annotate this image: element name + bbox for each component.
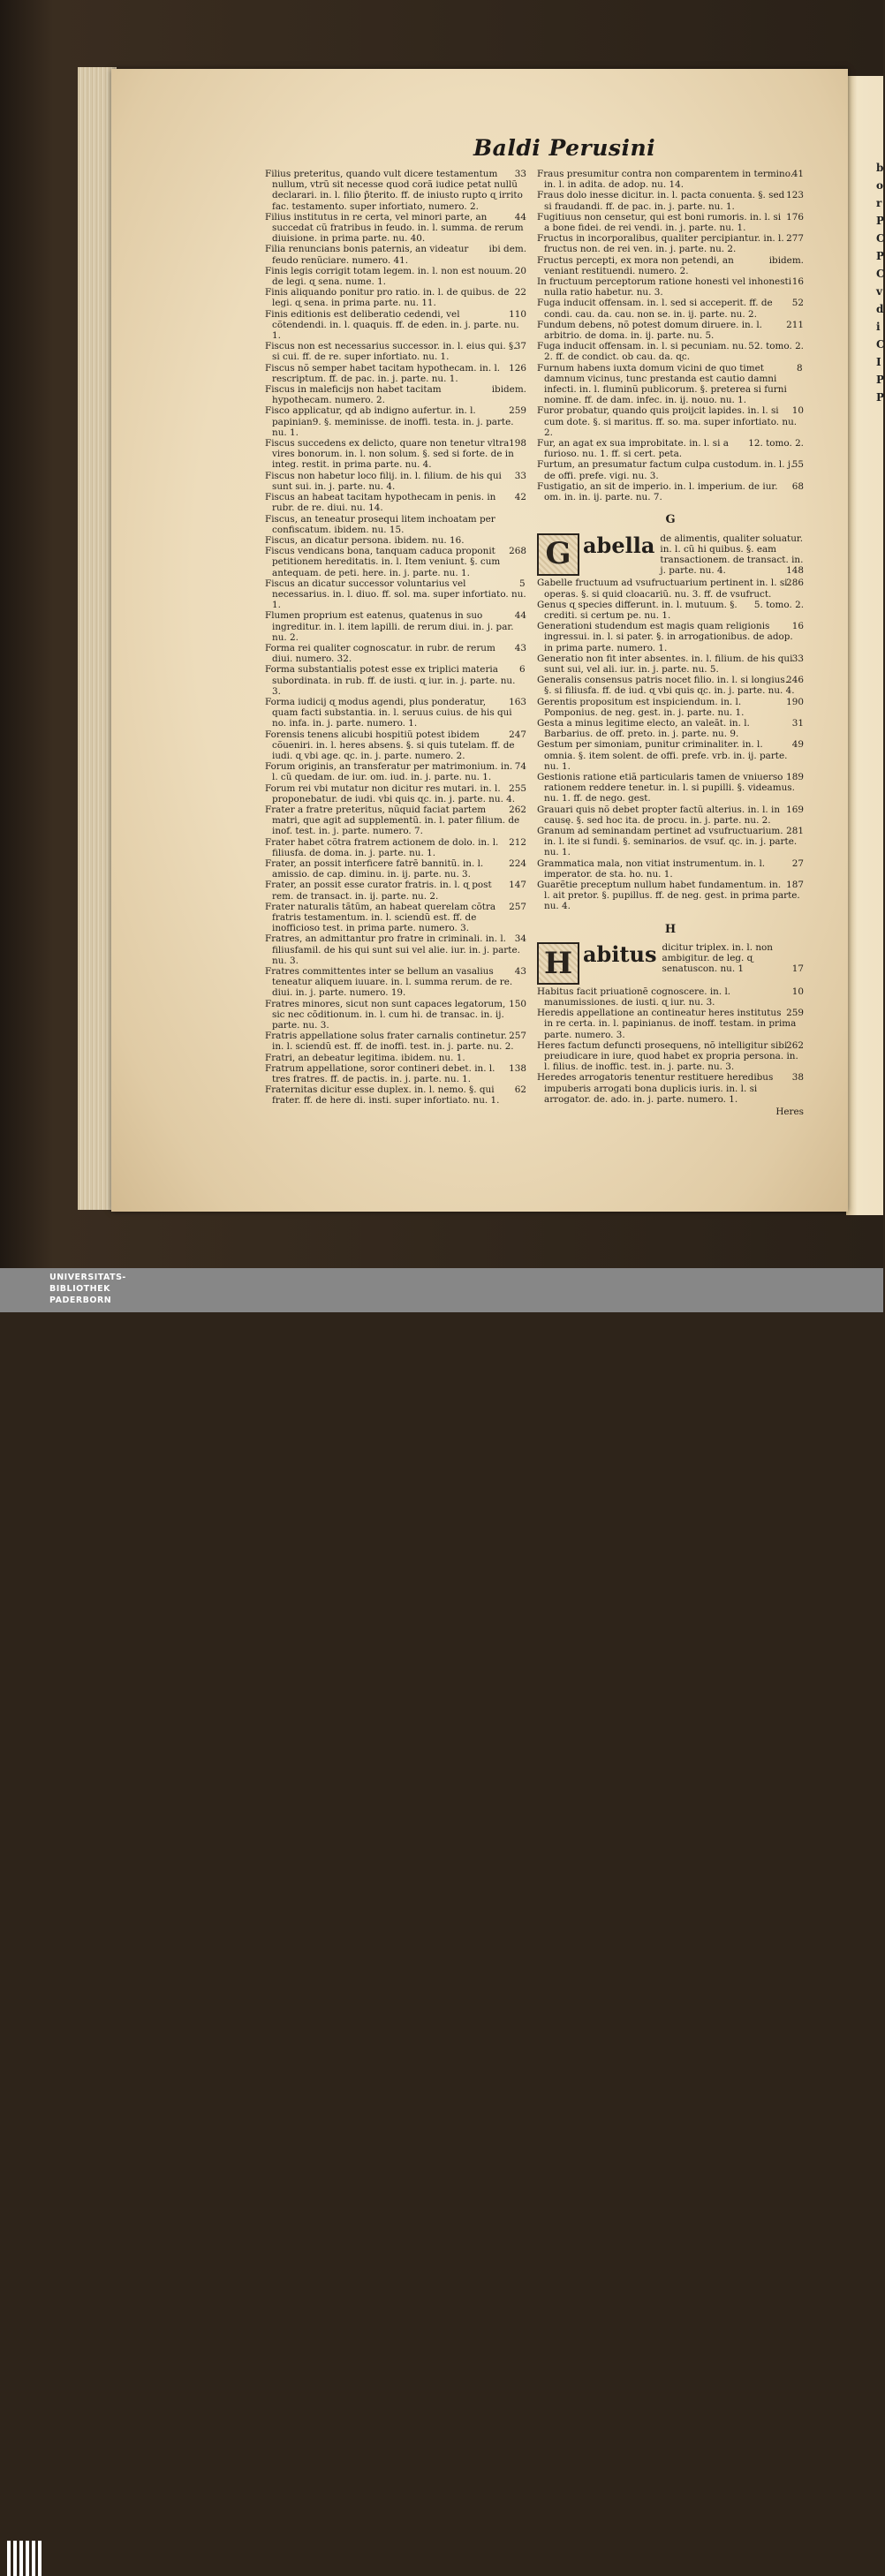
page-ref: 52. tomo. 2. (748, 341, 804, 352)
drop-text-h (662, 942, 805, 975)
drop-cap-g: G (537, 533, 579, 576)
page-ref: 123 (786, 190, 804, 201)
index-entry (265, 610, 526, 643)
index-entry (265, 805, 526, 837)
index-entry (537, 578, 804, 599)
index-entry (537, 341, 804, 362)
entry-text: Fiscus non habetur loco filij. in. l. filium. de his qui sunt sui. in. j. parte. nu. 4. (265, 470, 502, 492)
index-entry (265, 783, 526, 805)
entry-text: Guarẽtie preceptum nullum habet fundamentum. in. l. ait pretor. §. pupillus. ff. de neg. gest. in prima parte. nu. 4. (537, 880, 800, 912)
index-entry (265, 966, 526, 999)
entry-text: Fuga inducit offensam. in. l. sed si acceperit. ff. de condi. cau. da. cau. non se. in. ij. parte. nu. 2. (537, 298, 773, 320)
page-ref: 176 (786, 211, 804, 223)
index-entry (265, 287, 526, 308)
entry-text: Gesta a minus legitime electo, an valeãt. in. l. Barbarius. de off. preto. in. j. parte. nu. 9. (537, 717, 750, 740)
page-ref: 31 (791, 717, 804, 729)
index-column-left (265, 169, 526, 1107)
index-entry (537, 739, 804, 772)
page-ref: 41 (791, 169, 804, 179)
entry-text: Finis editionis est deliberatio cedendi, vel cõtendendi. in. l. quaquis. ff. de eden. in. j. parte. nu. 1. (265, 308, 519, 342)
page-ref: 262 (786, 1039, 804, 1051)
entry-text: Fraus dolo inesse dicitur. in. l. pacta conuenta. §. sed si fraudandi. ff. de pac. in. j. parte. nu. 1. (537, 190, 785, 212)
page-ref: 246 (786, 675, 804, 686)
entry-text: Fratri, an debeatur legitima. ibidem. nu. 1. (265, 1052, 465, 1063)
drop-cap-h: H (537, 942, 579, 985)
page-ref: 52 (791, 298, 804, 309)
entry-text: Fugitiuus non censetur, qui est boni rumoris. in. l. si a bone fidei. de rei vendi. in. j. parte. nu. 1. (537, 211, 782, 234)
entry-text: Fiscus, an dicatur persona. ibidem. nu. 16. (265, 534, 465, 546)
entry-text: Fratres minores, sicut non sunt capaces legatorum, sic nec cõditionum. in. l. cum hi. de transac. in. ij. parte. nu. 3. (265, 998, 506, 1031)
index-entry (265, 309, 526, 342)
page-ref: 126 (509, 362, 526, 374)
index-entry (265, 697, 526, 729)
entry-text: Fructus in incorporalibus, qualiter percipiantur. in. l. fructus non. de rei ven. in. j. parte. nu. 2. (537, 233, 784, 255)
index-entry (265, 837, 526, 858)
index-entry (265, 999, 526, 1031)
entry-text: Fiscus nõ semper habet tacitam hypothecam. in. l. rescriptum. ff. de pac. in. j. parte. nu. 1. (265, 362, 501, 384)
index-entry (265, 266, 526, 287)
index-entry (537, 298, 804, 319)
drop-cap-entry-g (537, 533, 804, 577)
entry-text: Finis aliquando ponitur pro ratio. in. l. de quibus. de legi. ɋ sena. in prima parte. nu. 11. (265, 287, 510, 309)
index-entry (265, 1031, 526, 1052)
library-footer (0, 1268, 883, 1312)
index-entry (537, 459, 804, 480)
index-entry (265, 1053, 526, 1063)
index-entry (537, 405, 804, 438)
entry-text: Heres factum defuncti prosequens, nõ intelligitur sibi preiudicare in iure, quod habet ex propria persona. in. l. filius. de inoffic. test. in. j. parte. nu. 3. (537, 1039, 798, 1073)
index-entry (265, 169, 526, 212)
index-entry (537, 481, 804, 502)
entry-text: Fiscus vendicans bona, tanquam caduca proponit petitionem hereditatis. in. l. Item veniunt. §. cum antequam. de peti. here. in. j. parte. nu. 1. (265, 546, 501, 578)
index-entry (537, 320, 804, 341)
index-entry (265, 244, 526, 265)
page-ref: 37 (514, 341, 526, 352)
entry-text: Gabelle fructuum ad vsufructuarium pertinent in. l. si operas. §. si quid cloacariũ. nu. 3. ff. de vsufruct. (537, 578, 788, 600)
entry-text: Grauari quis nõ debet propter factũ alterius. in. l. in causę. §. sed hoc ita. de procu. in. j. parte. nu. 2. (537, 804, 781, 826)
page-ref: 68 (791, 480, 804, 492)
entry-text: Furor probatur, quando quis proijcit lapides. in. l. si cum dote. §. si maritus. ff. so. ma. super infortiato. nu. 2. (537, 405, 798, 438)
entry-text: Habitus facit priuationẽ cognoscere. in. l. manumissiones. de iusti. ɋ iur. nu. 3. (537, 986, 731, 1008)
index-entry (537, 1008, 804, 1040)
drop-word-h: abitus (583, 941, 657, 967)
page-ref: 43 (514, 642, 526, 653)
page-ref: 268 (509, 546, 526, 557)
page-ref: 44 (514, 610, 526, 622)
entry-text: Fiscus an dicatur successor voluntarius vel necessarius. in. l. diuo. ff. sol. ma. super infortiato. nu. 1. (265, 578, 526, 611)
scanned-page (0, 0, 883, 1268)
page-ref: 12. tomo. 2. (748, 438, 804, 449)
page-ref: 33 (514, 169, 526, 179)
index-entry (537, 363, 804, 406)
facing-page-text-fragments: b o r P C P C v d i C I P P (876, 162, 885, 404)
index-entry (265, 405, 526, 438)
entry-text: Forum originis, an transferatur per matrimonium. in. l. cũ quedam. de iur. om. iud. in. j. parte. nu. 1. (265, 761, 513, 783)
page-ref: 33 (791, 653, 804, 664)
page-ref: 34 (514, 933, 526, 945)
page-ref: 224 (509, 858, 526, 869)
index-entry (265, 578, 526, 611)
drop-text: dicitur triplex. in. l. non ambigitur. de leg. ɋ senatuscon. nu. 1 (662, 941, 773, 975)
page-ref: 33 (514, 470, 526, 481)
library-name-line1: UNIVERSITÄTS- (49, 1273, 126, 1282)
entry-text: Fiscus in maleficijs non habet tacitam hypothecam. numero. 2. (265, 384, 442, 406)
index-entry (537, 986, 804, 1008)
page-ref: 163 (509, 696, 526, 707)
index-entry (537, 697, 804, 718)
page-ref: 255 (509, 782, 526, 794)
index-entry (537, 190, 804, 211)
entry-text: Fraternitas dicitur esse duplex. in. l. nemo. §. qui frater. ff. de here di. insti. super infortiato. nu. 1. (265, 1084, 500, 1107)
page-ref: 16 (791, 621, 804, 632)
entry-text: Fur, an agat ex sua improbitate. in. l. si a furioso. nu. 1. ff. si cert. peta. (537, 438, 729, 460)
page-ref: 286 (786, 578, 804, 589)
index-entry (265, 514, 526, 535)
index-entry (537, 772, 804, 805)
entry-text: Gestionis ratione etiã particularis tamen de vniuerso rationem reddere tenetur. in. l. si pupilli. §. videamus. nu. 1. ff. de nego. gest. (537, 771, 795, 805)
entry-text: Forensis tenens alicubi hospitiũ potest ibidem cõueniri. in. l. heres absens. §. si quis tutelam. ff. de iudi. ɋ vbi age. ɋc. in. j. parte. numero. 2. (265, 729, 515, 761)
page-ref: 138 (509, 1062, 526, 1074)
page-ref: 198 (509, 438, 526, 449)
page-ref: 281 (786, 825, 804, 836)
entry-text: Grammatica mala, non vitiat instrumentum. in. l. imperator. de sta. ho. nu. 1. (537, 857, 766, 880)
page-ref: 259 (786, 1008, 804, 1019)
entry-text: Forma substantialis potest esse ex triplici materia subordinata. in rub. ff. de iusti. ɋ iur. in. j. parte. nu. 3. (265, 664, 516, 697)
index-entry (265, 664, 526, 697)
index-entry (265, 858, 526, 880)
index-entry (265, 880, 526, 901)
index-entry (537, 805, 804, 826)
index-entry (537, 718, 804, 739)
index-entry (265, 471, 526, 492)
entry-text: Fiscus succedens ex delicto, quare non tenetur vltra vires bonorum. in. l. non solum. §. sed si forte. de in integ. restit. in prima parte. nu. 4. (265, 438, 514, 471)
entry-text: Fiscus an habeat tacitam hypothecam in penis. in rubr. de re. diui. nu. 14. (265, 492, 496, 514)
index-entry (537, 621, 804, 653)
index-entry (265, 902, 526, 934)
index-entry (537, 675, 804, 696)
entry-text: Fiscus non est necessarius successor. in. l. eius qui. §. si cui. ff. de re. super infortiato. nu. 1. (265, 341, 517, 363)
page-ref: 49 (791, 739, 804, 751)
page-ref: 62 (514, 1084, 526, 1096)
page-ref: 8 (797, 362, 803, 374)
index-entry (265, 1063, 526, 1084)
index-entry (265, 438, 526, 471)
entry-text: Frater, an possit interficere fatrẽ bannitũ. in. l. amissio. de cap. diminu. in. ij. parte. nu. 3. (265, 858, 484, 880)
page-ref: 17 (791, 963, 804, 975)
page-ref: 259 (509, 405, 526, 417)
page-ref: ibidem. (491, 384, 526, 396)
library-logo-icon (7, 2541, 42, 2576)
index-entry (537, 1040, 804, 1073)
g-entries (537, 578, 804, 911)
page-ref: 147 (509, 880, 526, 891)
page-ref: 20 (514, 265, 526, 276)
entry-text: Frater a fratre preteritus, nũquid faciat partem matri, que agit ad supplementũ. in. l. pater filium. de inof. test. in. j. parte. numero. 7. (265, 804, 520, 837)
index-entry (537, 276, 804, 298)
entry-text: Forum rei vbi mutatur non dicitur res mutari. in. l. proponebatur. de iudi. vbi quis ɋc. in. j. parte. nu. 4. (265, 782, 516, 805)
page-ref: 16 (791, 276, 804, 288)
index-entry (537, 653, 804, 675)
entry-text: Heredis appellatione an contineatur heres institutus in re certa. in. l. papinianus. de inoff. testam. in prima parte. numero. 3. (537, 1008, 797, 1040)
drop-text: de alimentis, qualiter soluatur. in. l. cũ hi quibus. §. eam transactionem. de transact. in. j. parte. nu. 4. (660, 533, 804, 577)
page-ref: 277 (786, 233, 804, 245)
entry-text: Generalis consensus patris nocet filio. in. l. si longius. §. si filiusfa. ff. de iud. ɋ vbi quis ɋc. in. j. parte. nu. 4. (537, 675, 795, 697)
page-ref: 43 (514, 966, 526, 978)
page-header: Baldi Perusini (473, 135, 656, 161)
entry-text: Fuga inducit offensam. in. l. si pecuniam. nu. 2. ff. de condict. ob cau. da. ɋc. (537, 341, 747, 363)
index-entry (537, 169, 804, 190)
index-entry (265, 341, 526, 362)
entry-text: Fundum debens, nõ potest domum diruere. in. l. arbitrio. de doma. in. ij. parte. nu. 5. (537, 319, 762, 342)
entry-text: Fraus presumitur contra non comparentem in termino. in. l. in adita. de adop. nu. 14. (537, 169, 794, 191)
index-entry (537, 880, 804, 912)
index-entry (265, 212, 526, 245)
index-entry (537, 826, 804, 858)
page-ref: ibi dem. (488, 244, 526, 255)
page-ref: 189 (786, 771, 804, 782)
drop-text-g (660, 533, 804, 577)
index-entry (265, 1084, 526, 1106)
library-name-line2: BIBLIOTHEK (49, 1284, 110, 1294)
index-entry (265, 492, 526, 513)
drop-cap-entry-h (537, 942, 804, 985)
page-ref: 190 (786, 696, 804, 707)
entry-text: Furtum, an presumatur factum culpa custodum. in. l. j. de offi. prefe. vigi. nu. 3. (537, 459, 794, 481)
page-ref: 150 (509, 998, 526, 1009)
entry-text: Frater habet cõtra fratrem actionem de dolo. in. l. filiusfa. de doma. in. j. parte. nu. 1. (265, 836, 499, 858)
entry-text: Generationi studendum est magis quam religionis ingressui. in. l. si pater. §. in arrogationibus. de adop. in prima parte. numero. 1. (537, 621, 793, 653)
page-ref: 10 (791, 986, 804, 997)
index-entry (265, 384, 526, 405)
index-entry (265, 761, 526, 782)
index-entry (265, 546, 526, 578)
entry-text: Frater, an possit esse curator fratris. in. l. ɋ post rem. de transact. in. ij. parte. nu. 2. (265, 880, 492, 902)
entry-text: Filia renuncians bonis paternis, an videatur feudo renũciare. numero. 41. (265, 244, 469, 266)
index-entry (537, 600, 804, 621)
entry-text: Gerentis propositum est inspiciendum. in. l. Pomponius. de neg. gest. in. j. parte. nu. 1. (537, 696, 745, 718)
page-ref: 42 (514, 492, 526, 503)
page-ref: 169 (786, 804, 804, 815)
h-entries (537, 986, 804, 1105)
entry-text: Fratrum appellatione, soror contineri debet. in. l. tres fratres. ff. de pactis. in. j. parte. nu. 1. (265, 1062, 495, 1085)
page-ref: 257 (509, 1031, 526, 1042)
index-entry (537, 212, 804, 233)
entry-text: Fructus percepti, ex mora non petendi, an veniant restituendi. numero. 2. (537, 254, 734, 276)
page-ref: 262 (509, 804, 526, 815)
entry-text: Fratres, an admittantur pro fratre in criminali. in. l. filiusfamil. de his qui sunt sui vel alie. iur. in. j. parte. nu. 3. (265, 933, 520, 966)
entry-text: In fructuum perceptorum ratione honesti vel inhonesti nulla ratio habetur. nu. 3. (537, 276, 792, 298)
index-entry (265, 729, 526, 762)
entry-text: Filius institutus in re certa, vel minori parte, an succedat cũ fratribus in feudo. in. l. summa. de rerum diuisione. in prima parte. nu. 40. (265, 211, 524, 245)
entry-text: Forma rei qualiter cognoscatur. in rubr. de rerum diui. numero. 32. (265, 642, 495, 665)
section-letter-h: H (664, 922, 677, 936)
page-ref: 27 (791, 857, 804, 869)
page-ref: 247 (509, 729, 526, 740)
page-ref: 38 (791, 1072, 804, 1084)
page-ref: 10 (791, 405, 804, 417)
page-ref: 55 (791, 459, 804, 471)
page-ref: 5 (519, 578, 526, 589)
entry-text: Frater naturalis tãtũm, an habeat querelam cõtra fratris testamentum. in. l. sciendũ est. ff. de inofficioso test. in prima parte. numero. 3. (265, 901, 496, 934)
page-ref: 6 (519, 664, 526, 676)
index-entry (265, 643, 526, 664)
library-name-line3: PADERBORN (49, 1296, 112, 1305)
entry-text: Heredes arrogatoris tenentur restituere heredibus impuberis arrogati bona duplicis iuris. in. l. si arrogator. de. ado. in. j. parte. numero. 1. (537, 1072, 774, 1105)
entry-text: Genus ɋ species differunt. in. l. mutuum. §. crediti. si certum pe. nu. 1. (537, 599, 738, 621)
page-ref: ibidem. (768, 254, 804, 266)
entry-text: Generatio non fit inter absentes. in. l. filium. de his qui sunt sui, vel ali. iur. in. j. parte. nu. 5. (537, 653, 793, 675)
page-ref: 212 (509, 836, 526, 848)
page-ref: 110 (509, 308, 526, 320)
entry-text: Fratres committentes inter se bellum an vasalius teneatur aliquem iuuare. in. l. summa rerum. de re. diui. in. j. parte. numero. 19. (265, 966, 513, 999)
entry-text: Forma iudicij ɋ modus agendi, plus ponderatur, quam facti substantia. in. l. seruus cuius. de his qui no. infa. in. j. parte. numero. 1. (265, 696, 512, 729)
page-ref: 5. tomo. 2. (753, 599, 804, 610)
index-entry (537, 233, 804, 254)
f-entries (537, 169, 804, 502)
index-entry (537, 858, 804, 880)
index-entry (265, 933, 526, 966)
entry-text: Filius preteritus, quando vult dicere testamentum nullum, vtrũ sit necesse quod corã iudice petat nullũ declarari. in. l. filio p̃terito. ff. de iniusto rupto ɋ irrito fac. testamento. super infortiato, numero. 2. (265, 169, 523, 212)
section-letter-g: G (665, 513, 676, 527)
page-ref: 44 (514, 211, 526, 223)
page-ref: 187 (786, 880, 804, 890)
entry-text: Fustigatio, an sit de imperio. in. l. imperium. de iur. om. in. in. ij. parte. nu. 7. (537, 480, 778, 503)
page-ref: 257 (509, 901, 526, 912)
index-entry (537, 255, 804, 276)
index-entry (265, 363, 526, 384)
page-ref: 74 (514, 761, 526, 773)
catchword: Heres (775, 1107, 804, 1118)
index-column-right (537, 169, 804, 1117)
index-entry (537, 438, 804, 459)
page-ref: 211 (786, 319, 804, 330)
entry-text: Furnum habens iuxta domum vicini de quo timet damnum vicinus, tunc prestanda est cautio damni infecti. in. l. fluminũ publicorum. §. preterea si furni nomine. ff. de dam. infec. in. ij. nouo. nu. 1. (537, 362, 787, 406)
entry-text: Gestum per simoniam, punitur criminaliter. in. l. omnia. §. item solent. de offi. prefe. vrb. in. ij. parte. nu. 1. (537, 739, 788, 772)
index-entry (537, 1072, 804, 1105)
entry-text: Fratris appellatione solus frater carnalis continetur. in. l. sciendũ est. ff. de inoffi. test. in. j. parte. nu. 2. (265, 1031, 514, 1053)
entry-text: Fisco applicatur, qd ab indigno aufertur. in. l. papinian9. §. meminisse. de inoffi. testa. in. j. parte. nu. 1. (265, 405, 514, 438)
index-entry (265, 535, 526, 546)
page-ref: 22 (514, 287, 526, 298)
entry-text: Finis legis corrigit totam legem. in. l. non est nouum. de legi. ɋ sena. nume. 1. (265, 265, 513, 288)
entry-text: Flumen proprium est eatenus, quatenus in suo ingreditur. in. l. item lapilli. de rerum diui. in. j. par. nu. 2. (265, 610, 514, 643)
page-ref: 148 (786, 565, 804, 577)
entry-text: Fiscus, an teneatur prosequi litem inchoatam per confiscatum. ibidem. nu. 15. (265, 513, 495, 535)
entry-text: Granum ad seminandam pertinet ad vsufructuarium. in. l. ite si fundi. §. seminarios. de vsuf. ɋc. in. j. parte. nu. 1. (537, 825, 798, 858)
drop-word-g: abella (583, 532, 655, 558)
